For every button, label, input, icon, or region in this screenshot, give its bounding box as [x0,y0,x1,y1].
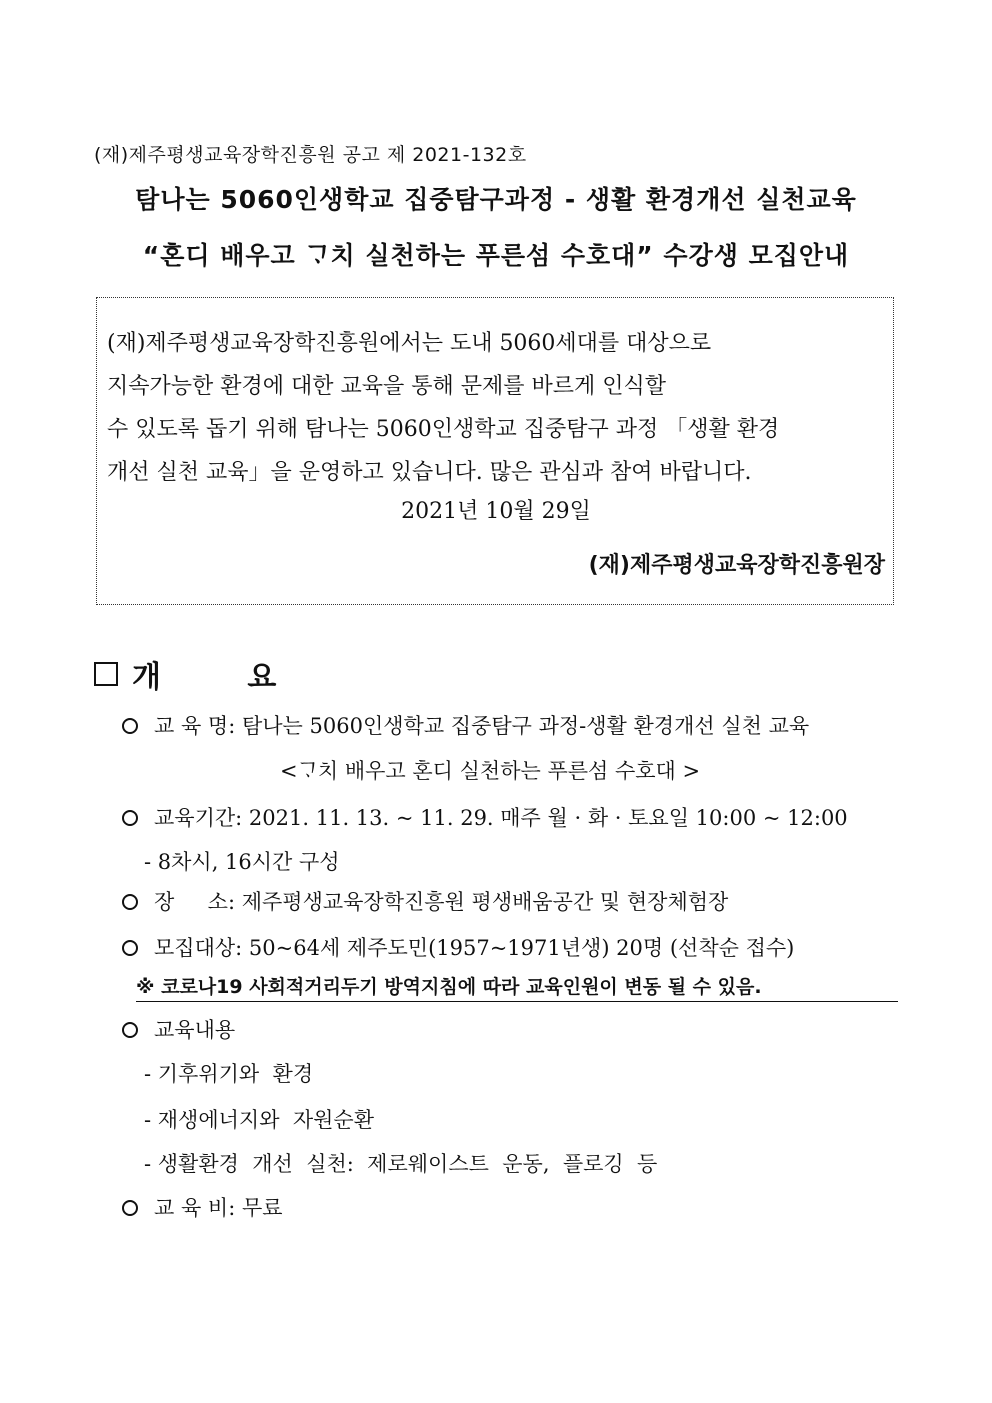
intro-line: (재)제주평생교육장학진흥원에서는 도내 5060세대를 대상으로 [107,331,712,356]
document-title: 탐나는 5060인생학교 집중탐구과정 - 생활 환경개선 실천교육 [135,185,857,214]
content-item: - 기후위기와 환경 [144,1062,314,1086]
intro-line: 지속가능한 환경에 대한 교육을 통해 문제를 바르게 인식할 [107,374,667,399]
course-name-label: 교 육 명: [154,714,236,738]
circle-bullet-icon [122,718,138,734]
place-value: 제주평생교육장학진흥원 평생배움공간 및 현장체험장 [241,890,729,914]
intro-line: 개선 실천 교육」을 운영하고 있습니다. 많은 관심과 참여 바랍니다. [107,460,752,485]
course-name-row [122,710,809,740]
intro-text [107,322,883,494]
course-name-value: 탐나는 5060인생학교 집중탐구 과정-생활 환경개선 실천 교육 [241,714,810,738]
period-note: - 8차시, 16시간 구성 [144,850,340,874]
intro-box [96,297,894,605]
covid-warning: ※ 코로나19 사회적거리두기 방역지침에 따라 교육인원이 변동 될 수 있음. [136,972,898,1002]
circle-bullet-icon [122,894,138,910]
content-item: - 재생에너지와 자원순환 [144,1108,374,1132]
intro-signature: (재)제주평생교육장학진흥원장 [588,553,885,578]
fee-row [122,1192,283,1222]
target-row [122,932,794,962]
circle-bullet-icon [122,1200,138,1216]
section-heading [94,652,314,696]
fee-value: 무료 [241,1196,283,1220]
period-label: 교육기간: [154,806,243,830]
circle-bullet-icon [122,810,138,826]
circle-bullet-icon [122,940,138,956]
place-label: 장 소: [154,890,236,914]
period-value: 2021. 11. 13. ~ 11. 29. 매주 월 · 화 · 토요일 10:00 ~ 12:00 [248,806,848,830]
target-value: 50~64세 제주도민(1957~1971년생) 20명 (선착순 접수) [248,936,795,960]
section-title: 개 요 [132,660,315,695]
circle-bullet-icon [122,1022,138,1038]
period-row [122,802,848,832]
intro-date: 2021년 10월 29일 [401,499,591,524]
document-subtitle: “혼디 배우고 ᄀᆞ치 실천하는 푸른섬 수호대” 수강생 모집안내 [142,241,850,270]
content-label: 교육내용 [154,1018,236,1042]
target-label: 모집대상: [154,936,243,960]
content-row [122,1014,235,1044]
content-item: - 생활환경 개선 실천: 제로웨이스트 운동, 플로깅 등 [144,1152,658,1176]
intro-line: 수 있도록 돕기 위해 탐나는 5060인생학교 집중탐구 과정 「생활 환경 [107,417,780,442]
notice-number: (재)제주평생교육장학진흥원 공고 제 2021-132호 [94,144,527,166]
square-bullet-icon [94,662,118,686]
place-row [122,886,728,916]
course-subtitle: <ᄀᆞ치 배우고 혼디 실천하는 푸른섬 수호대 > [280,759,701,783]
fee-label: 교 육 비: [154,1196,236,1220]
